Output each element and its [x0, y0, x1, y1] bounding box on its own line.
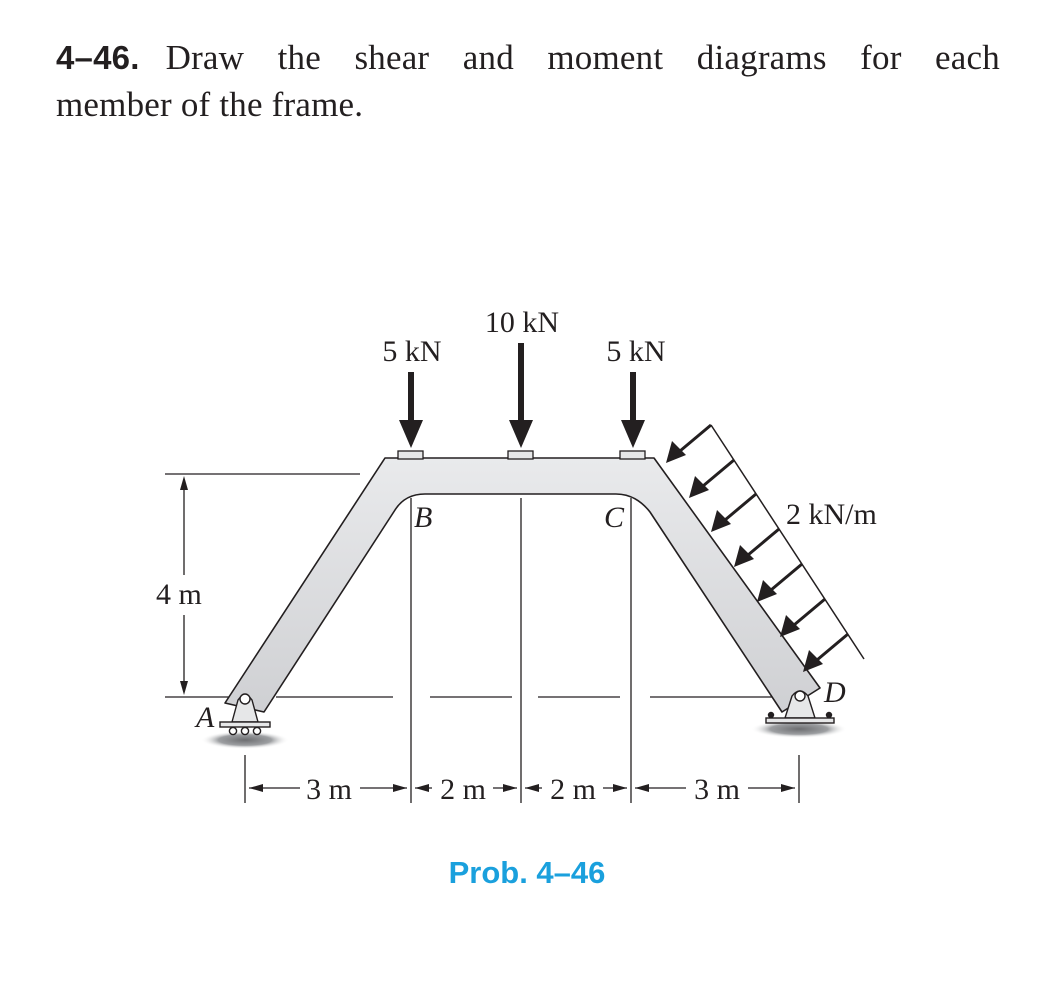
load-arrow-right-head [621, 420, 645, 448]
problem-word: moment [547, 38, 664, 77]
figure-caption: Prob. 4–46 [448, 855, 606, 890]
dist-arrow-shaft [725, 494, 756, 520]
point-label-a: A [196, 701, 215, 734]
span-arrow [415, 784, 429, 792]
frame-member [225, 458, 820, 712]
load-arrow-left-head [399, 420, 423, 448]
load-pad-right [620, 451, 645, 459]
span-arrow [635, 784, 649, 792]
load-arrow-center-shaft [518, 343, 524, 424]
dist-arrow-head [666, 441, 686, 463]
reference-lines [165, 474, 799, 803]
dist-arrow-head [757, 580, 777, 602]
distributed-load-label: 2 kN/m [786, 498, 877, 531]
problem-number: 4–46. [56, 39, 140, 76]
dist-arrow-head [734, 545, 754, 567]
load-center-label: 10 kN [484, 306, 560, 339]
span-arrow [393, 784, 407, 792]
load-arrow-right-shaft [630, 372, 636, 424]
support-a-pin [240, 694, 250, 704]
dist-arrow-head [803, 650, 823, 672]
support-a-roller [241, 727, 248, 734]
load-arrow-left-shaft [408, 372, 414, 424]
support-d-bolt [827, 713, 832, 718]
dist-arrow-shaft [703, 460, 734, 486]
problem-word: Draw [165, 38, 245, 77]
point-label-b: B [414, 501, 433, 534]
span-arrow [781, 784, 795, 792]
height-arrow-down [180, 681, 188, 695]
load-pad-left [398, 451, 423, 459]
support-d-bolt [769, 713, 774, 718]
dist-arrow-shaft [794, 599, 825, 625]
support-a-roller [253, 727, 260, 734]
dist-arrow-head [689, 476, 709, 498]
dist-arrow-shaft [680, 425, 711, 451]
support-d-pin [795, 691, 805, 701]
point-label-d: D [824, 676, 846, 709]
span-label-3: 2 m [550, 773, 596, 806]
span-arrow [249, 784, 263, 792]
dist-arrow-head [711, 510, 731, 532]
problem-word: and [462, 38, 514, 77]
problem-line-2: member of the frame. [56, 85, 364, 124]
dist-arrow-shaft [748, 529, 779, 555]
span-arrow [503, 784, 517, 792]
support-a-plate [220, 722, 270, 727]
problem-word: for [860, 38, 902, 77]
problem-word: shear [354, 38, 430, 77]
load-right-label: 5 kN [606, 335, 666, 368]
problem-word: diagrams [696, 38, 827, 77]
span-arrow [613, 784, 627, 792]
dist-arrow-shaft [771, 564, 802, 590]
support-a-roller [229, 727, 236, 734]
problem-word: the [277, 38, 321, 77]
problem-word: each [935, 38, 1000, 77]
span-label-1: 3 m [306, 773, 352, 806]
height-arrow-up [180, 476, 188, 490]
support-d-plate [766, 718, 834, 723]
dist-arrow-shaft [817, 634, 848, 660]
span-arrow [525, 784, 539, 792]
load-arrow-center-head [509, 420, 533, 448]
load-left-label: 5 kN [382, 335, 442, 368]
span-label-4: 3 m [694, 773, 740, 806]
height-label: 4 m [156, 578, 202, 611]
dist-arrow-head [780, 615, 800, 637]
point-label-c: C [604, 501, 625, 534]
load-pad-center [508, 451, 533, 459]
span-label-2: 2 m [440, 773, 486, 806]
